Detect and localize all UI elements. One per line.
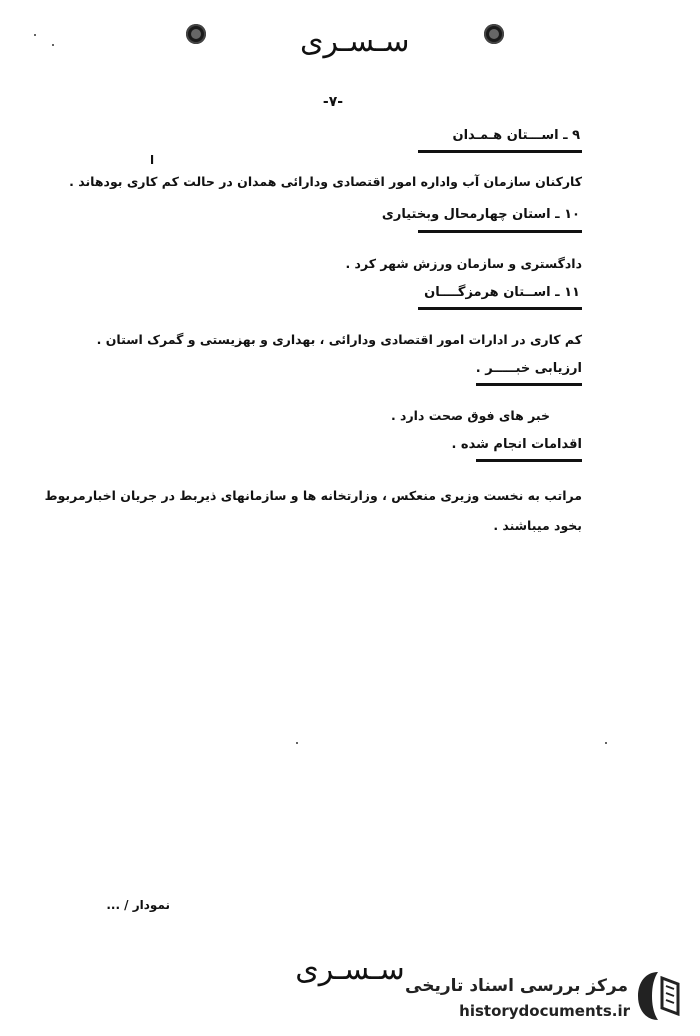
section-underline [418,307,582,310]
evaluation-heading: ارزیابی خبـــــر . [475,361,582,376]
footer-classification: سـسـرى [295,952,405,987]
section-body-hamedan: کارکنان سازمان آب واداره امور اقتصادی ودارائی همدان در حالت کم کاری بودهاند . [69,174,582,189]
scan-speck [605,742,607,744]
section-body-hormozgan: کم کاری در ادارات امور اقتصادی ودارائی ، بهداری و بهزیستی و گمرک استان . [96,332,582,347]
section-underline [418,230,582,233]
actions-heading: اقدامات انجام شده . [451,437,582,452]
page-number: -۷- [322,94,344,110]
section-heading-chaharmahal: ۱۰ ـ استان چهارمحال وبختیاری [381,207,580,222]
left-seal-icon [186,24,206,44]
right-seal-icon [484,24,504,44]
scan-speck [34,34,36,36]
evaluation-underline [476,383,582,386]
header-classification: سـسـرى [300,24,410,59]
actions-underline [476,459,582,462]
section-body-chaharmahal: دادگستری و سازمان ورزش شهر کرد . [345,256,582,271]
scan-speck [52,44,54,46]
margin-mark: ا [150,153,155,167]
section-heading-hormozgan: ۱۱ ـ اســتان هرمزگــــان [424,285,580,300]
book-logo-icon [632,968,684,1024]
scan-speck [296,742,298,744]
section-underline [418,150,582,153]
watermark-org-name: مرکز بررسی اسناد تاریخی [405,976,628,996]
watermark-url: historydocuments.ir [459,1002,630,1020]
evaluation-text: خبر های فوق صحت دارد . [390,408,550,423]
actions-text-line1: مراتب به نخست وزیری منعکس ، وزارتخانه ها و سازمانهای ذیربط در جریان اخبارمربوط [44,488,582,503]
section-heading-hamedan: ۹ ـ اســـتان هـمـدان [452,128,580,143]
form-label: نمودار / ... [106,898,170,912]
actions-text-line2: بخود میباشند . [493,518,582,533]
